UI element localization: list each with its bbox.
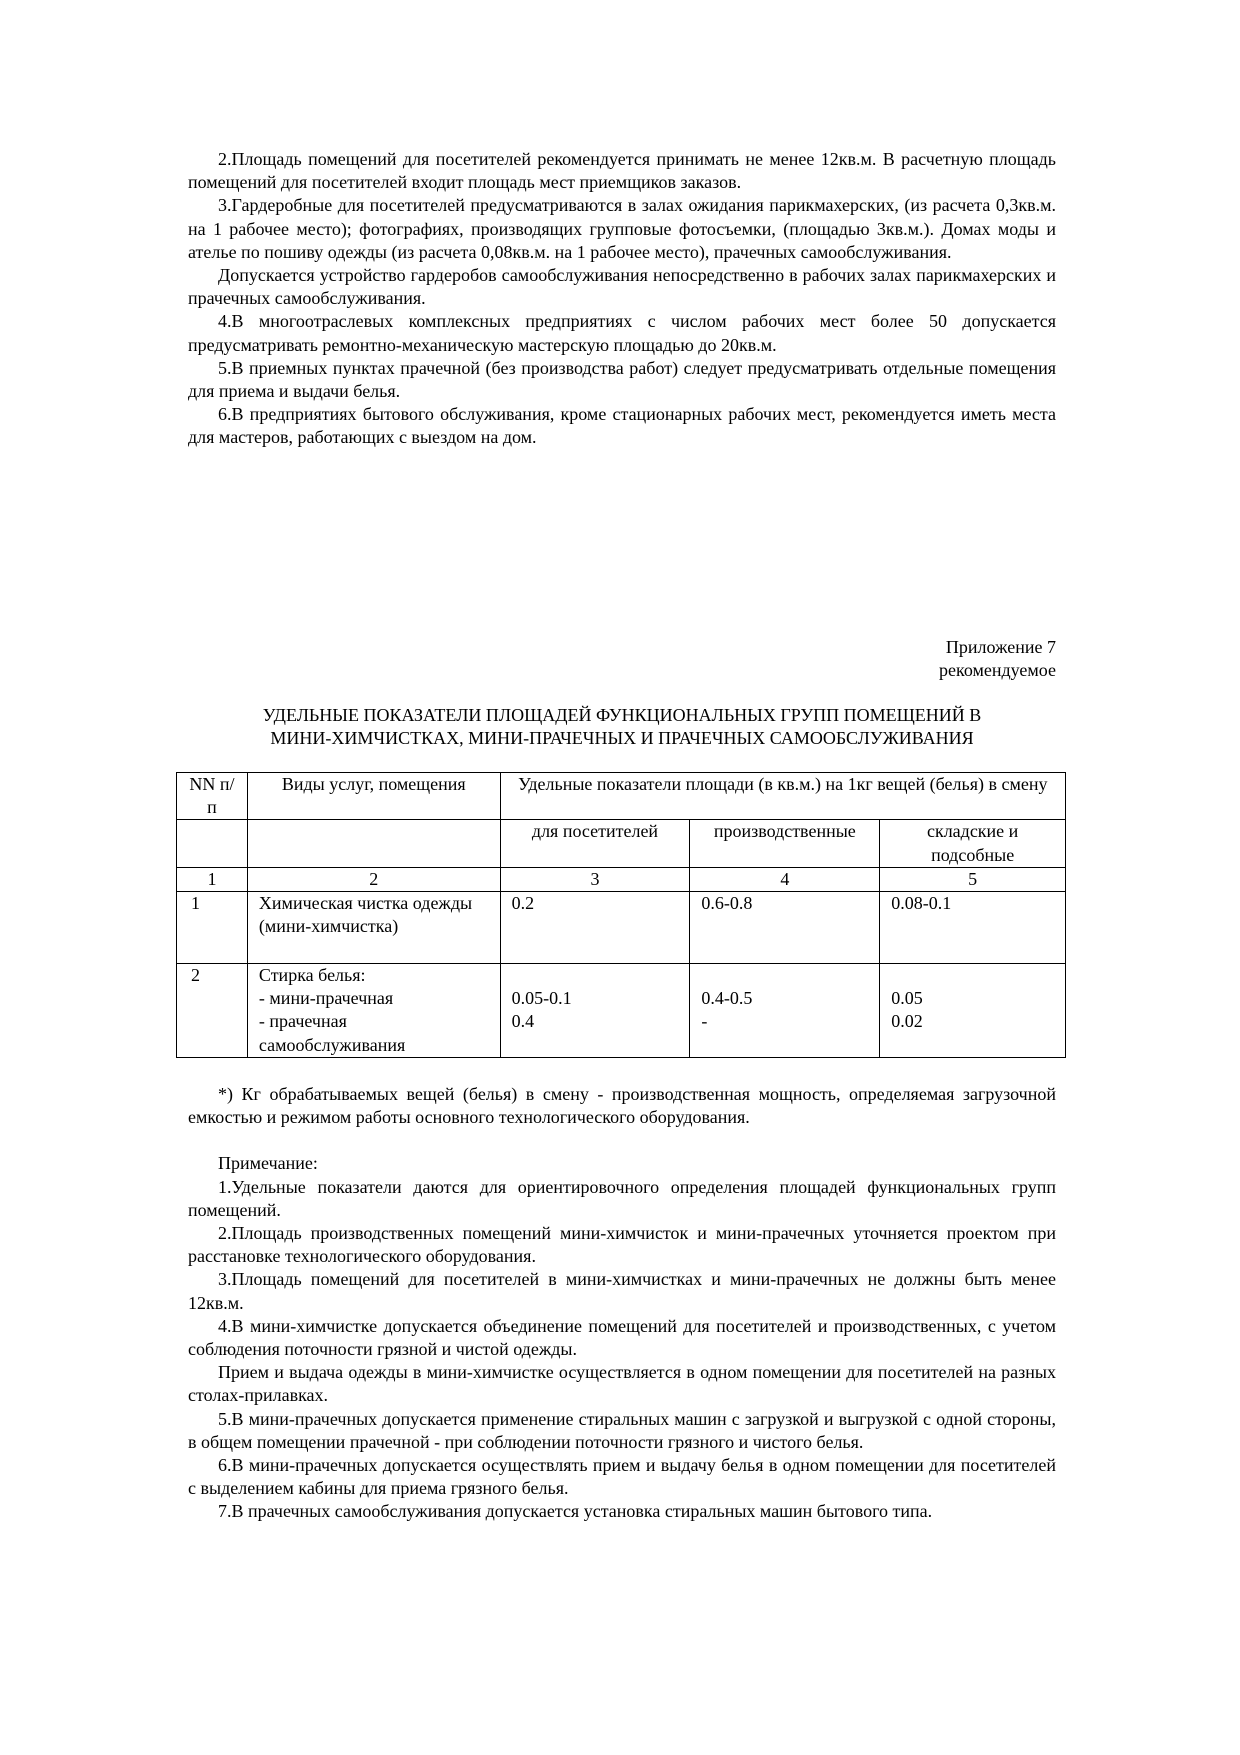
- header-services: Виды услуг, помещения: [247, 773, 500, 820]
- service-title: Стирка белья:: [258, 965, 366, 986]
- subheader-empty-1: [177, 820, 248, 867]
- storage-value: [880, 964, 1066, 1058]
- note-4-cont: Прием и выдача одежды в мини-химчистке осуществляется в одном помещении для посетителей на разных столах-прилавках.: [188, 1362, 1056, 1406]
- column-number: 5: [880, 867, 1066, 891]
- note-3: 3.Площадь помещений для посетителей в мини-химчистках и мини-прачечных не должны быть менее 12кв.м.: [188, 1269, 1056, 1313]
- paragraph-2: 2.Площадь помещений для посетителей рекомендуется принимать не менее 12кв.м. В расчетную площадь помещений для посетителей входит площадь мест приемщиков заказов.: [188, 149, 1056, 193]
- row-number: 2: [177, 964, 248, 1058]
- table-numbering-row: [177, 867, 1066, 891]
- production-value-1: 0.4-0.5: [701, 988, 753, 1009]
- service-sub-self-service: - прачечная самообслуживания: [258, 1011, 406, 1055]
- production-value: [690, 964, 880, 1058]
- top-paragraphs: [188, 148, 1056, 450]
- table-row: [177, 964, 1066, 1058]
- storage-value-2: 0.02: [891, 1011, 923, 1032]
- visitors-value-2: 0.4: [511, 1011, 535, 1032]
- service-name: Химическая чистка одежды (мини-химчистка): [247, 892, 500, 964]
- paragraph-6: 6.В предприятиях бытового обслуживания, кроме стационарных рабочих мест, рекомендуется иметь места для мастеров, работающих с выездом на дом.: [188, 404, 1056, 448]
- header-visitors: для посетителей: [500, 820, 690, 867]
- paragraph-3: 3.Гардеробные для посетителей предусматриваются в залах ожидания парикмахерских, (из расчета 0,3кв.м. на 1 рабочее место); фотографиях, производящих групповые фотосъемки, (площадью 3кв.м.). Домах моды и ателье по пошиву одежды (из расчета 0,08кв.м. на 1 рабочее место), прачечных самообслуживания.: [188, 195, 1056, 262]
- column-number: 3: [500, 867, 690, 891]
- visitors-value: 0.2: [500, 892, 690, 964]
- note-5: 5.В мини-прачечных допускается применение стиральных машин с загрузкой и выгрузкой с одной стороны, в общем помещении прачечной - при соблюдении поточности грязного и чистого белья.: [188, 1408, 1056, 1452]
- note-1: 1.Удельные показатели даются для ориентировочного определения площадей функциональных групп помещений.: [188, 1176, 1056, 1220]
- production-value-2: -: [701, 1011, 708, 1032]
- storage-value: 0.08-0.1: [880, 892, 1066, 964]
- header-nn: NN п/п: [177, 773, 248, 820]
- title-line-2: МИНИ-ХИМЧИСТКАХ, МИНИ-ПРАЧЕЧНЫХ И ПРАЧЕЧНЫХ САМООБСЛУЖИВАНИЯ: [270, 728, 974, 749]
- indicators-table: [176, 772, 1066, 1058]
- note-heading: Примечание:: [218, 1153, 318, 1174]
- row-number: 1: [177, 892, 248, 964]
- table-header-row: [177, 773, 1066, 820]
- service-name: [247, 964, 500, 1058]
- table-row: [177, 892, 1066, 964]
- column-number: 4: [690, 867, 880, 891]
- column-number: 2: [247, 867, 500, 891]
- note-7: 7.В прачечных самообслуживания допускается установка стиральных машин бытового типа.: [218, 1501, 933, 1522]
- appendix-label: [939, 636, 1056, 682]
- footnote: *) Кг обрабатываемых вещей (белья) в смену - производственная мощность, определяемая загрузочной емкостью и режимом работы основного технологического оборудования.: [188, 1084, 1056, 1128]
- header-production: производственные: [690, 820, 880, 867]
- appendix-number: Приложение 7: [945, 637, 1056, 657]
- table-subheader-row: [177, 820, 1066, 867]
- visitors-value: [500, 964, 690, 1058]
- subheader-empty-2: [247, 820, 500, 867]
- paragraph-5: 5.В приемных пунктах прачечной (без производства работ) следует предусматривать отдельные помещения для приема и выдачи белья.: [188, 357, 1056, 402]
- note-6: 6.В мини-прачечных допускается осуществлять прием и выдачу белья в одном помещении для посетителей с выделением кабины для приема грязного белья.: [188, 1455, 1056, 1499]
- bottom-section: [188, 1083, 1056, 1524]
- paragraph-4: 4.В многоотраслевых комплексных предприятиях с числом рабочих мест более 50 допускается предусматривать ремонтно-механическую мастерскую площадью до 20кв.м.: [188, 311, 1056, 355]
- note-2: 2.Площадь производственных помещений мини-химчисток и мини-прачечных уточняется проектом при расстановке технологического оборудования.: [188, 1223, 1056, 1267]
- service-sub-mini-laundry: - мини-прачечная: [258, 988, 394, 1009]
- title-line-1: УДЕЛЬНЫЕ ПОКАЗАТЕЛИ ПЛОЩАДЕЙ ФУНКЦИОНАЛЬНЫХ ГРУПП ПОМЕЩЕНИЙ В: [262, 705, 982, 725]
- storage-value-1: 0.05: [891, 988, 923, 1009]
- visitors-value-1: 0.05-0.1: [511, 988, 572, 1009]
- paragraph-3-cont: Допускается устройство гардеробов самообслуживания непосредственно в рабочих залах парикмахерских и прачечных самообслуживания.: [188, 265, 1056, 309]
- section-title: [188, 704, 1056, 750]
- header-indicators: Удельные показатели площади (в кв.м.) на 1кг вещей (белья) в смену: [500, 773, 1065, 820]
- header-storage: складские и подсобные: [880, 820, 1066, 867]
- production-value: 0.6-0.8: [690, 892, 880, 964]
- column-number: 1: [177, 867, 248, 891]
- note-4: 4.В мини-химчистке допускается объединение помещений для посетителей и производственных, с учетом соблюдения поточности грязной и чистой одежды.: [188, 1315, 1056, 1360]
- appendix-status: рекомендуемое: [939, 660, 1056, 681]
